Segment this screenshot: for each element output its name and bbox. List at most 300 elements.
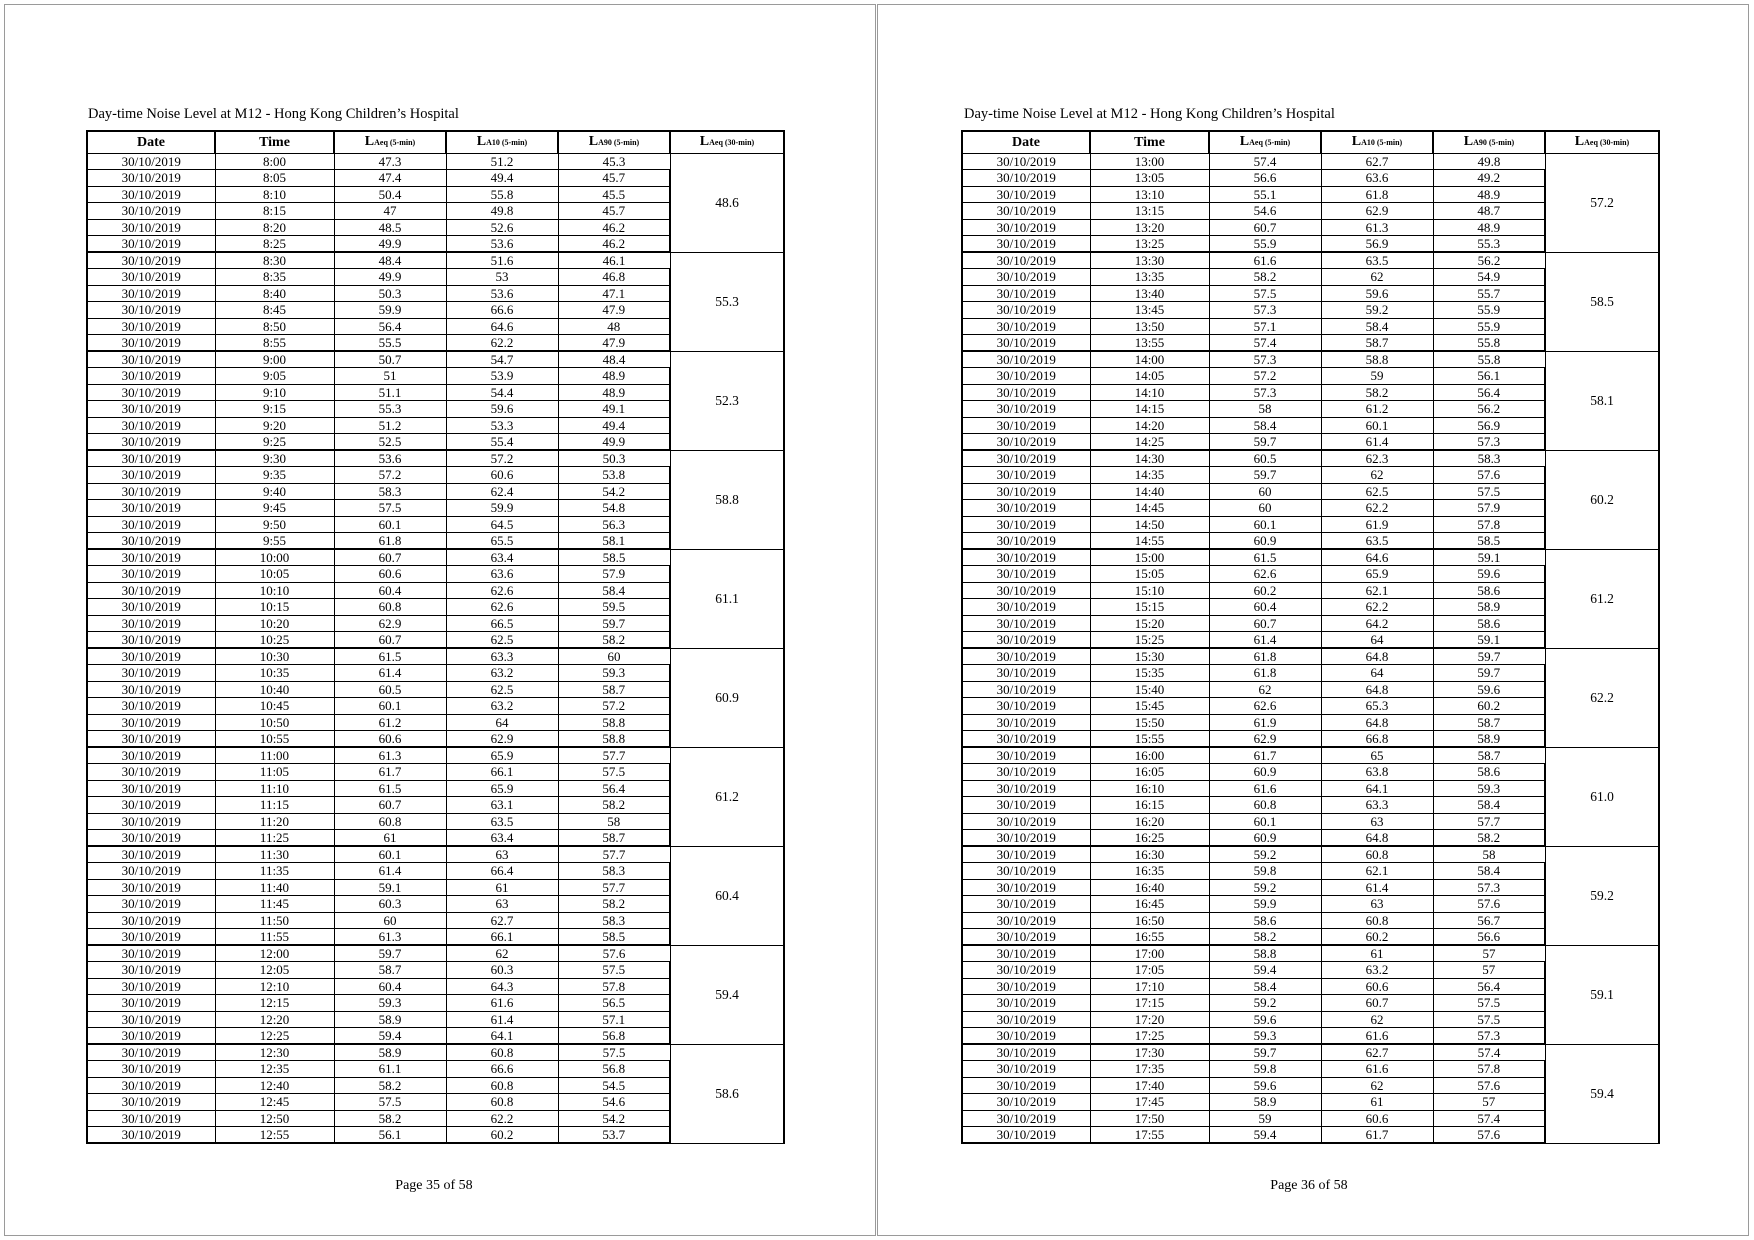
cell-laeq-5min: 57.2 [1209,368,1321,385]
cell-laeq-5min: 62 [1209,681,1321,698]
cell-laeq-30min: 61.2 [670,747,784,846]
cell-laeq-5min: 57.5 [334,1094,446,1111]
cell-time: 16:00 [1090,747,1209,764]
cell-date: 30/10/2019 [962,830,1090,847]
cell-date: 30/10/2019 [87,252,215,269]
cell-la10-5min: 62.5 [1321,483,1433,500]
cell-laeq-5min: 61.8 [1209,665,1321,682]
cell-la90-5min: 58.4 [558,582,670,599]
cell-laeq-30min: 58.6 [670,1044,784,1143]
cell-la90-5min: 45.5 [558,186,670,203]
cell-la10-5min: 62 [1321,467,1433,484]
cell-time: 14:15 [1090,401,1209,418]
cell-date: 30/10/2019 [962,747,1090,764]
cell-la90-5min: 57.7 [558,846,670,863]
cell-date: 30/10/2019 [962,1127,1090,1144]
cell-laeq-5min: 62.6 [1209,698,1321,715]
cell-date: 30/10/2019 [962,698,1090,715]
cell-la10-5min: 66.5 [446,615,558,632]
cell-laeq-5min: 52.5 [334,434,446,451]
cell-la90-5min: 57 [1433,945,1545,962]
cell-date: 30/10/2019 [87,978,215,995]
cell-la90-5min: 59.6 [1433,566,1545,583]
cell-la10-5min: 64 [446,714,558,731]
cell-time: 13:50 [1090,318,1209,335]
table-row [962,153,1659,170]
cell-laeq-5min: 57.5 [1209,285,1321,302]
cell-la10-5min: 61.3 [1321,219,1433,236]
cell-la10-5min: 59.6 [446,401,558,418]
cell-la90-5min: 57.4 [1433,1110,1545,1127]
cell-laeq-5min: 60.9 [1209,830,1321,847]
cell-la90-5min: 46.8 [558,269,670,286]
cell-la10-5min: 63.6 [446,566,558,583]
cell-la90-5min: 56.5 [558,995,670,1012]
cell-la10-5min: 63 [1321,896,1433,913]
cell-la10-5min: 62.7 [1321,153,1433,170]
cell-date: 30/10/2019 [87,500,215,517]
cell-la10-5min: 55.8 [446,186,558,203]
cell-laeq-5min: 59.3 [1209,1028,1321,1045]
cell-date: 30/10/2019 [87,1110,215,1127]
cell-time: 15:20 [1090,615,1209,632]
cell-time: 9:10 [215,384,334,401]
cell-la10-5min: 61.6 [1321,1061,1433,1078]
cell-la90-5min: 48.4 [558,351,670,368]
cell-date: 30/10/2019 [87,681,215,698]
cell-time: 11:15 [215,797,334,814]
cell-la10-5min: 54.4 [446,384,558,401]
cell-la90-5min: 55.8 [1433,335,1545,352]
cell-laeq-30min: 61.2 [1545,549,1659,648]
cell-time: 16:55 [1090,929,1209,946]
cell-la90-5min: 58.5 [558,549,670,566]
cell-laeq-5min: 58.9 [334,1011,446,1028]
cell-la90-5min: 55.3 [1433,236,1545,253]
cell-laeq-5min: 59.8 [1209,1061,1321,1078]
cell-time: 11:10 [215,780,334,797]
cell-la10-5min: 61.8 [1321,186,1433,203]
cell-laeq-5min: 61.8 [334,533,446,550]
cell-date: 30/10/2019 [87,962,215,979]
cell-date: 30/10/2019 [962,186,1090,203]
cell-la90-5min: 58.4 [1433,797,1545,814]
cell-laeq-5min: 60.4 [334,582,446,599]
cell-date: 30/10/2019 [962,384,1090,401]
header-la90-5min: LA90 (5-min) [558,131,670,153]
cell-la10-5min: 60.8 [1321,846,1433,863]
cell-la90-5min: 57.5 [558,1044,670,1061]
cell-time: 13:15 [1090,203,1209,220]
cell-laeq-5min: 55.3 [334,401,446,418]
cell-la10-5min: 64.1 [1321,780,1433,797]
cell-time: 9:50 [215,516,334,533]
cell-time: 8:45 [215,302,334,319]
cell-la10-5min: 63.5 [446,813,558,830]
header-date: Date [962,131,1090,153]
cell-la90-5min: 47.9 [558,302,670,319]
cell-la10-5min: 61 [1321,945,1433,962]
cell-laeq-30min: 58.1 [1545,351,1659,450]
cell-laeq-5min: 61.6 [1209,780,1321,797]
cell-la90-5min: 55.9 [1433,318,1545,335]
cell-la10-5min: 62.1 [1321,582,1433,599]
table-header-row [962,131,1659,153]
cell-la90-5min: 55.7 [1433,285,1545,302]
cell-laeq-5min: 61.4 [334,863,446,880]
cell-laeq-5min: 59.7 [1209,434,1321,451]
cell-la10-5min: 61.2 [1321,401,1433,418]
cell-time: 15:50 [1090,714,1209,731]
cell-date: 30/10/2019 [87,203,215,220]
cell-laeq-5min: 59.6 [1209,1011,1321,1028]
cell-date: 30/10/2019 [87,599,215,616]
cell-la90-5min: 57.6 [1433,1077,1545,1094]
cell-time: 8:25 [215,236,334,253]
cell-la90-5min: 57.6 [1433,1127,1545,1144]
cell-laeq-5min: 54.6 [1209,203,1321,220]
cell-date: 30/10/2019 [87,368,215,385]
cell-time: 12:40 [215,1077,334,1094]
cell-time: 8:10 [215,186,334,203]
cell-la90-5min: 57.3 [1433,879,1545,896]
cell-la90-5min: 58.5 [1433,533,1545,550]
cell-date: 30/10/2019 [962,335,1090,352]
table-row [87,846,784,863]
cell-la90-5min: 54.9 [1433,269,1545,286]
cell-la90-5min: 48.9 [1433,219,1545,236]
cell-time: 17:50 [1090,1110,1209,1127]
cell-time: 12:15 [215,995,334,1012]
cell-date: 30/10/2019 [962,863,1090,880]
cell-laeq-5min: 60.9 [1209,533,1321,550]
document-page-right [877,4,1749,1236]
cell-date: 30/10/2019 [87,285,215,302]
cell-la10-5min: 62.2 [446,335,558,352]
cell-time: 11:40 [215,879,334,896]
cell-date: 30/10/2019 [962,1077,1090,1094]
cell-time: 9:25 [215,434,334,451]
cell-laeq-5min: 59.9 [1209,896,1321,913]
cell-laeq-5min: 62.9 [1209,731,1321,748]
cell-date: 30/10/2019 [962,153,1090,170]
cell-la90-5min: 56.4 [1433,384,1545,401]
cell-time: 11:30 [215,846,334,863]
header-laeq-5min: LAeq (5-min) [334,131,446,153]
cell-la90-5min: 55.8 [1433,351,1545,368]
table-row [962,351,1659,368]
cell-la90-5min: 54.2 [558,483,670,500]
cell-la90-5min: 58 [1433,846,1545,863]
cell-la10-5min: 62 [446,945,558,962]
cell-la10-5min: 54.7 [446,351,558,368]
cell-la90-5min: 57 [1433,1094,1545,1111]
cell-la90-5min: 57.8 [1433,516,1545,533]
cell-laeq-5min: 58.4 [1209,978,1321,995]
cell-laeq-5min: 55.1 [1209,186,1321,203]
cell-date: 30/10/2019 [962,516,1090,533]
cell-date: 30/10/2019 [962,1028,1090,1045]
cell-laeq-5min: 60.1 [1209,516,1321,533]
cell-laeq-5min: 60.1 [1209,813,1321,830]
cell-la90-5min: 58.3 [1433,450,1545,467]
cell-time: 11:05 [215,764,334,781]
cell-time: 15:05 [1090,566,1209,583]
cell-time: 12:50 [215,1110,334,1127]
cell-la10-5min: 59 [1321,368,1433,385]
cell-time: 17:25 [1090,1028,1209,1045]
cell-laeq-5min: 59.3 [334,995,446,1012]
cell-la10-5min: 58.8 [1321,351,1433,368]
cell-date: 30/10/2019 [962,714,1090,731]
cell-time: 13:30 [1090,252,1209,269]
cell-laeq-5min: 61.3 [334,747,446,764]
cell-time: 10:25 [215,632,334,649]
cell-la10-5min: 63 [446,896,558,913]
cell-laeq-5min: 61.5 [334,780,446,797]
cell-la90-5min: 58.2 [558,797,670,814]
cell-date: 30/10/2019 [87,731,215,748]
cell-time: 16:20 [1090,813,1209,830]
cell-la10-5min: 61.9 [1321,516,1433,533]
cell-la90-5min: 56.8 [558,1061,670,1078]
cell-laeq-5min: 59.2 [1209,879,1321,896]
cell-la10-5min: 60.6 [1321,1110,1433,1127]
cell-la90-5min: 58.7 [558,681,670,698]
cell-la90-5min: 49.4 [558,417,670,434]
page-number: Page 36 of 58 [1270,1178,1348,1193]
cell-date: 30/10/2019 [962,681,1090,698]
cell-time: 12:55 [215,1127,334,1144]
cell-la10-5min: 62.3 [1321,450,1433,467]
cell-la10-5min: 62.1 [1321,863,1433,880]
cell-la10-5min: 66.4 [446,863,558,880]
cell-time: 17:40 [1090,1077,1209,1094]
cell-la10-5min: 58.7 [1321,335,1433,352]
cell-date: 30/10/2019 [962,269,1090,286]
cell-laeq-5min: 61.3 [334,929,446,946]
cell-la10-5min: 63.3 [446,648,558,665]
cell-la90-5min: 48 [558,318,670,335]
cell-la10-5min: 58.2 [1321,384,1433,401]
cell-la10-5min: 65.9 [1321,566,1433,583]
cell-time: 14:35 [1090,467,1209,484]
cell-laeq-5min: 58.9 [1209,1094,1321,1111]
cell-date: 30/10/2019 [87,863,215,880]
cell-la90-5min: 56.9 [1433,417,1545,434]
table-row [87,549,784,566]
cell-la10-5min: 58.4 [1321,318,1433,335]
cell-time: 11:45 [215,896,334,913]
cell-laeq-5min: 60.1 [334,516,446,533]
cell-la10-5min: 60.6 [446,467,558,484]
table-row [962,648,1659,665]
cell-la90-5min: 58.7 [1433,714,1545,731]
cell-date: 30/10/2019 [962,483,1090,500]
cell-laeq-5min: 57.3 [1209,351,1321,368]
cell-laeq-5min: 51.1 [334,384,446,401]
cell-laeq-30min: 60.9 [670,648,784,747]
cell-la10-5min: 61.6 [446,995,558,1012]
cell-la10-5min: 60.6 [1321,978,1433,995]
cell-date: 30/10/2019 [87,335,215,352]
cell-date: 30/10/2019 [87,549,215,566]
cell-date: 30/10/2019 [87,269,215,286]
cell-date: 30/10/2019 [87,582,215,599]
table-row [962,450,1659,467]
cell-laeq-5min: 60 [1209,500,1321,517]
cell-time: 12:25 [215,1028,334,1045]
cell-time: 10:20 [215,615,334,632]
cell-time: 16:40 [1090,879,1209,896]
cell-la90-5min: 46.2 [558,236,670,253]
cell-date: 30/10/2019 [87,302,215,319]
cell-laeq-5min: 59.9 [334,302,446,319]
cell-laeq-5min: 58.2 [334,1077,446,1094]
cell-la90-5min: 58.7 [1433,747,1545,764]
cell-date: 30/10/2019 [87,170,215,187]
cell-la90-5min: 54.6 [558,1094,670,1111]
cell-la10-5min: 62.6 [446,582,558,599]
cell-la10-5min: 62.6 [446,599,558,616]
cell-la10-5min: 55.4 [446,434,558,451]
table-row [87,351,784,368]
cell-laeq-5min: 60.5 [1209,450,1321,467]
header-time: Time [215,131,334,153]
cell-la90-5min: 50.3 [558,450,670,467]
cell-time: 16:15 [1090,797,1209,814]
cell-date: 30/10/2019 [962,417,1090,434]
cell-date: 30/10/2019 [962,764,1090,781]
cell-la10-5min: 64 [1321,632,1433,649]
cell-date: 30/10/2019 [87,153,215,170]
cell-time: 13:05 [1090,170,1209,187]
cell-time: 17:00 [1090,945,1209,962]
cell-time: 15:15 [1090,599,1209,616]
table-row [87,945,784,962]
cell-la90-5min: 57.7 [558,879,670,896]
cell-la90-5min: 58.2 [558,896,670,913]
cell-laeq-5min: 60.8 [334,813,446,830]
cell-laeq-5min: 58 [1209,401,1321,418]
table-row [87,252,784,269]
cell-laeq-5min: 50.4 [334,186,446,203]
cell-la90-5min: 58.4 [1433,863,1545,880]
cell-la90-5min: 57.8 [1433,1061,1545,1078]
cell-la90-5min: 59.6 [1433,681,1545,698]
cell-time: 10:55 [215,731,334,748]
cell-laeq-5min: 59.6 [1209,1077,1321,1094]
header-la90-5min: LA90 (5-min) [1433,131,1545,153]
cell-la90-5min: 56.8 [558,1028,670,1045]
noise-table [86,130,785,1144]
cell-time: 8:15 [215,203,334,220]
cell-time: 9:30 [215,450,334,467]
cell-laeq-5min: 60.6 [334,731,446,748]
cell-time: 15:55 [1090,731,1209,748]
cell-time: 14:00 [1090,351,1209,368]
cell-laeq-5min: 57.2 [334,467,446,484]
cell-la90-5min: 60 [558,648,670,665]
cell-la90-5min: 55.9 [1433,302,1545,319]
cell-la10-5min: 63.5 [1321,533,1433,550]
cell-la10-5min: 64.1 [446,1028,558,1045]
cell-la10-5min: 64.8 [1321,681,1433,698]
cell-laeq-5min: 59.4 [1209,962,1321,979]
cell-laeq-5min: 58.8 [1209,945,1321,962]
cell-time: 10:45 [215,698,334,715]
cell-la90-5min: 58.7 [558,830,670,847]
cell-la90-5min: 57.6 [558,945,670,962]
cell-laeq-5min: 53.6 [334,450,446,467]
cell-la90-5min: 59.1 [1433,549,1545,566]
cell-date: 30/10/2019 [87,912,215,929]
cell-la90-5min: 56.1 [1433,368,1545,385]
cell-laeq-5min: 61.1 [334,1061,446,1078]
cell-la10-5min: 61.4 [1321,434,1433,451]
cell-time: 9:20 [215,417,334,434]
cell-laeq-5min: 60.7 [334,632,446,649]
cell-la10-5min: 60.1 [1321,417,1433,434]
cell-la10-5min: 53 [446,269,558,286]
cell-date: 30/10/2019 [87,318,215,335]
cell-la90-5min: 59.7 [558,615,670,632]
cell-la90-5min: 58.3 [558,863,670,880]
cell-time: 12:20 [215,1011,334,1028]
cell-date: 30/10/2019 [87,698,215,715]
cell-la10-5min: 60.2 [446,1127,558,1144]
cell-la90-5min: 53.7 [558,1127,670,1144]
cell-la90-5min: 57.5 [1433,995,1545,1012]
cell-date: 30/10/2019 [962,368,1090,385]
cell-la10-5min: 64.8 [1321,648,1433,665]
cell-la90-5min: 48.7 [1433,203,1545,220]
cell-date: 30/10/2019 [962,599,1090,616]
cell-la90-5min: 58.2 [1433,830,1545,847]
cell-date: 30/10/2019 [962,797,1090,814]
cell-laeq-5min: 60.4 [334,978,446,995]
cell-date: 30/10/2019 [962,665,1090,682]
cell-time: 11:55 [215,929,334,946]
cell-date: 30/10/2019 [962,170,1090,187]
cell-la90-5min: 53.8 [558,467,670,484]
cell-laeq-5min: 61.4 [1209,632,1321,649]
cell-laeq-5min: 58.2 [1209,269,1321,286]
cell-time: 16:05 [1090,764,1209,781]
cell-time: 8:55 [215,335,334,352]
cell-laeq-5min: 60 [334,912,446,929]
cell-laeq-5min: 61.8 [1209,648,1321,665]
cell-time: 12:45 [215,1094,334,1111]
cell-laeq-5min: 51 [334,368,446,385]
cell-laeq-5min: 57.1 [1209,318,1321,335]
cell-laeq-5min: 59.8 [1209,863,1321,880]
cell-la90-5min: 57.6 [1433,896,1545,913]
cell-laeq-5min: 47 [334,203,446,220]
cell-la10-5min: 59.9 [446,500,558,517]
cell-time: 9:05 [215,368,334,385]
cell-laeq-5min: 48.5 [334,219,446,236]
cell-date: 30/10/2019 [962,813,1090,830]
cell-time: 10:10 [215,582,334,599]
cell-date: 30/10/2019 [962,351,1090,368]
cell-laeq-5min: 60.7 [334,549,446,566]
page-title: Day-time Noise Level at M12 - Hong Kong Children’s Hospital [964,106,1335,122]
cell-time: 12:30 [215,1044,334,1061]
cell-date: 30/10/2019 [87,846,215,863]
cell-date: 30/10/2019 [962,318,1090,335]
cell-date: 30/10/2019 [87,879,215,896]
